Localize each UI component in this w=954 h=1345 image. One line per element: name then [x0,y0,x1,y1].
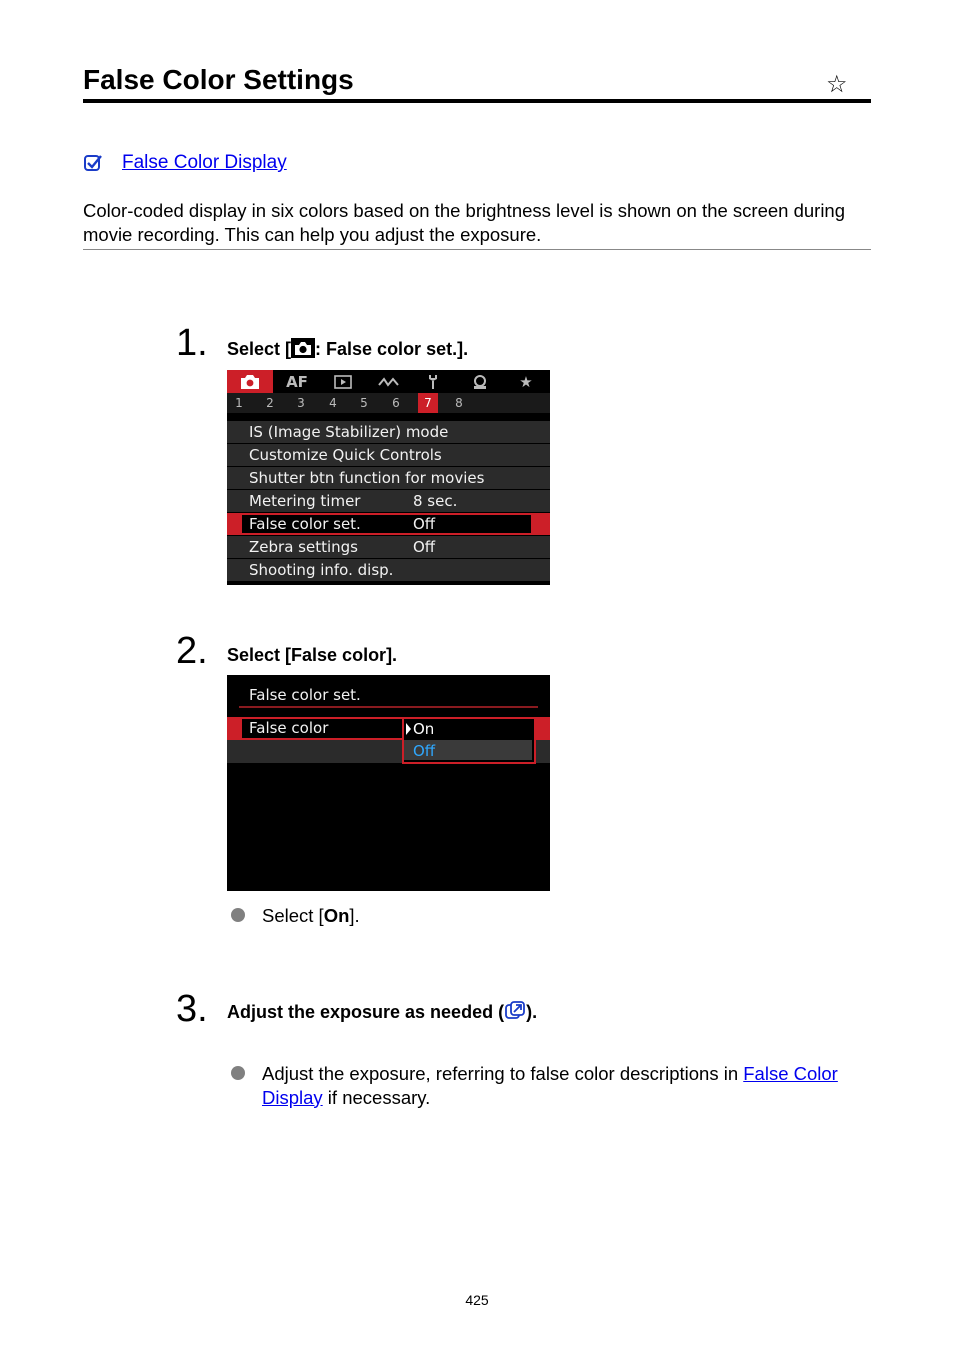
option-off-label: Off [413,742,436,760]
tab-shooting[interactable] [227,370,273,393]
menu-row-value: Off [413,515,436,533]
screen-title: False color set. [249,686,361,704]
tab-my-menu[interactable] [511,370,541,393]
menu-row-label: False color set. [249,515,361,533]
tab-setup[interactable] [419,370,447,393]
tab-custom-functions[interactable] [465,370,495,393]
checkbox-check-icon [83,153,103,173]
step-title [227,337,468,361]
screen-title-divider [239,706,538,708]
title-divider [83,99,871,103]
star-icon: ☆ [826,70,848,98]
step-number: 2. [176,630,208,672]
section-divider [83,249,871,250]
step-title-suffix: : False color set.]. [315,339,469,359]
menu-row-shutter-btn-function[interactable] [227,467,550,490]
menu-row-label: Customize Quick Controls [249,446,442,464]
step-title: Select [False color]. [227,645,398,665]
page-number-tab[interactable]: 5 [360,396,368,410]
star-icon: ★ [519,372,533,391]
menu-row-shooting-info-disp[interactable] [227,559,550,582]
step3-bullet-text: Adjust the exposure, referring to false color descriptions in False Color Display if necessary. [262,1063,838,1108]
link-icon[interactable] [504,1001,526,1021]
step-number: 3. [176,988,208,1030]
custom-icon [471,374,489,390]
step-number: 1. [176,322,208,364]
wrench-icon [426,374,440,390]
menu-row-label: IS (Image Stabilizer) mode [249,423,449,441]
tab-playback[interactable] [327,370,359,393]
tab-wireless[interactable] [373,370,405,393]
page-number-tab[interactable]: 6 [392,396,400,410]
page-number-tab[interactable]: 2 [266,396,274,410]
menu-row-label: Metering timer [249,492,361,510]
false-color-display-link-continued[interactable]: Display [262,1086,323,1108]
page-title: False Color Settings [83,64,354,95]
false-color-display-link[interactable]: False Color Display [122,152,287,173]
menu-row-zebra-settings[interactable] [227,536,550,559]
menu-row-value: Off [413,538,436,556]
menu-tab-bar [227,370,550,393]
option-on-label: On [413,720,435,738]
false-color-screen [227,675,550,891]
menu-row-is-mode[interactable] [227,421,550,444]
menu-page-numbers [227,393,550,413]
page-number-tab-active[interactable]: 7 [418,393,438,413]
bullet-icon [231,1066,245,1080]
step2-bullet-text: Select [On]. [262,905,360,926]
intro-paragraph: Color-coded display in six colors based on the brightness level is shown on the screen during movie recording. This can help you adjust the exposure. [83,200,846,245]
menu-row-metering-timer[interactable] [227,490,550,513]
page-number: 425 [465,1292,489,1308]
camera-icon [291,338,315,358]
page-number-tab[interactable]: 8 [455,396,463,410]
menu-row-label: Shooting info. disp. [249,561,394,579]
step-title: Adjust the exposure as needed ( ). [227,1002,538,1022]
false-color-display-link[interactable]: False Color [743,1063,838,1084]
page-number-tab[interactable]: 3 [297,396,305,410]
camera-menu-screen [227,370,550,585]
menu-row-value: 8 sec. [413,492,458,510]
camera-icon [239,374,261,390]
menu-row-label: Shutter btn function for movies [249,469,485,487]
tab-af[interactable] [277,370,317,393]
false-color-label: False color [249,719,329,737]
menu-row-label: Zebra settings [249,538,358,556]
menu-row-false-color-set[interactable] [227,513,550,536]
page-number-tab[interactable]: 4 [329,396,337,410]
selection-pointer-icon [404,723,412,735]
playback-icon [334,375,352,389]
menu-row-customize-quick-controls[interactable] [227,444,550,467]
af-icon: AF [286,372,308,391]
bullet-icon [231,908,245,922]
step-title-prefix: Select [ [227,339,292,359]
wave-icon [378,376,400,388]
page-number-tab[interactable]: 1 [235,396,243,410]
